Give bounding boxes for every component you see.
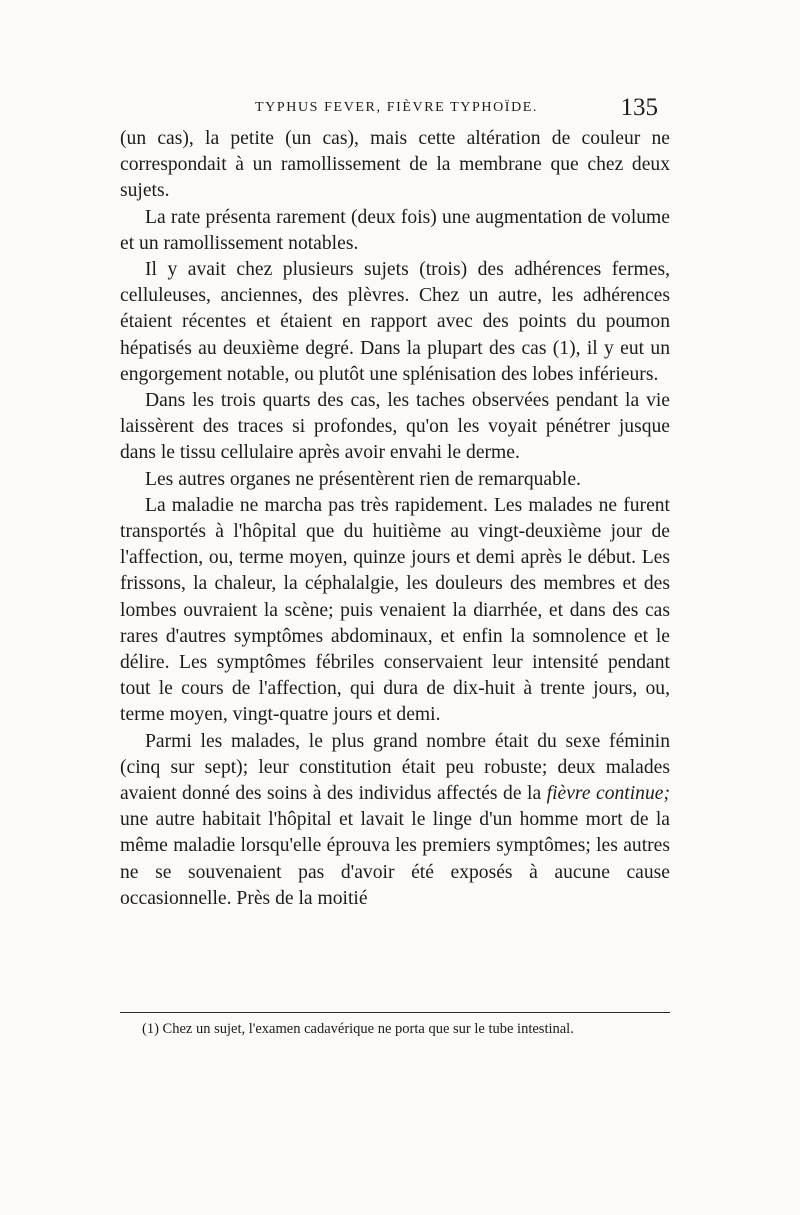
paragraph-4: Dans les trois quarts des cas, les taches observées pendant la vie laissèrent des traces si profondes, qu'on les voyait pénétrer jusque dans le tissu cellulaire après avoir envahi le derme. xyxy=(120,390,670,464)
page-number: 135 xyxy=(620,94,658,121)
paragraph-1: (un cas), la petite (un cas), mais cette altération de couleur ne correspondait à un ramollissement de la membrane que chez deux sujets. xyxy=(120,128,670,202)
paragraph-7-text-start: Parmi les malades, le plus grand nombre était du sexe féminin (cinq sur sept); leur constitution était peu robuste; deux malades avaient donné des soins à des individus affectés de la xyxy=(120,730,670,805)
paragraph-7-text-end: une autre habitait l'hôpital et lavait le linge d'un homme mort de la même maladie lorsqu'elle éprouva les premiers symptômes; les autres ne se souvenaient pas d'avoir été exposés à aucune cause occasionnelle. Près de la moitié xyxy=(120,809,670,909)
page-header xyxy=(120,96,658,126)
footnote xyxy=(120,1020,670,1038)
footnote-text: Chez un sujet, l'examen cadavérique ne porta que sur le tube intestinal. xyxy=(158,1021,574,1037)
footnote-divider xyxy=(120,1012,670,1013)
paragraph-2: La rate présenta rarement (deux fois) une augmentation de volume et un ramollissement notables. xyxy=(120,206,670,254)
paragraph-6: La maladie ne marcha pas très rapidement. Les malades ne furent transportés à l'hôpital que du huitième au vingt-deuxième jour de l'affection, ou, terme moyen, quinze jours et demi après le début. Les frissons, la chaleur, la céphalalgie, les douleurs des membres et des lombes ouvraient la scène; puis venaient la diarrhée, et dans des cas rares d'autres symptômes abdominaux, et enfin la somnolence et le délire. Les symptômes fébriles conservaient leur intensité pendant tout le cours de l'affection, qui dura de dix-huit à trente jours, ou, terme moyen, vingt-quatre jours et demi. xyxy=(120,494,670,726)
paragraph-7 xyxy=(120,729,670,912)
paragraph-3: Il y avait chez plusieurs sujets (trois) des adhérences fermes, celluleuses, anciennes, des plèvres. Chez un autre, les adhérences étaient récentes et étaient en rapport avec des points du poumon hépatisés au deuxième degré. Dans la plupart des cas (1), il y eut un engorgement notable, ou plutôt une splénisation des lobes inférieurs. xyxy=(120,259,670,385)
body-text xyxy=(120,126,670,912)
italic-term: fièvre continue; xyxy=(546,783,670,805)
paragraph-5: Les autres organes ne présentèrent rien de remarquable. xyxy=(145,468,581,490)
footnote-mark: (1) xyxy=(142,1021,159,1037)
running-head: TYPHUS FEVER, FIÈVRE TYPHOÏDE. xyxy=(255,100,539,115)
